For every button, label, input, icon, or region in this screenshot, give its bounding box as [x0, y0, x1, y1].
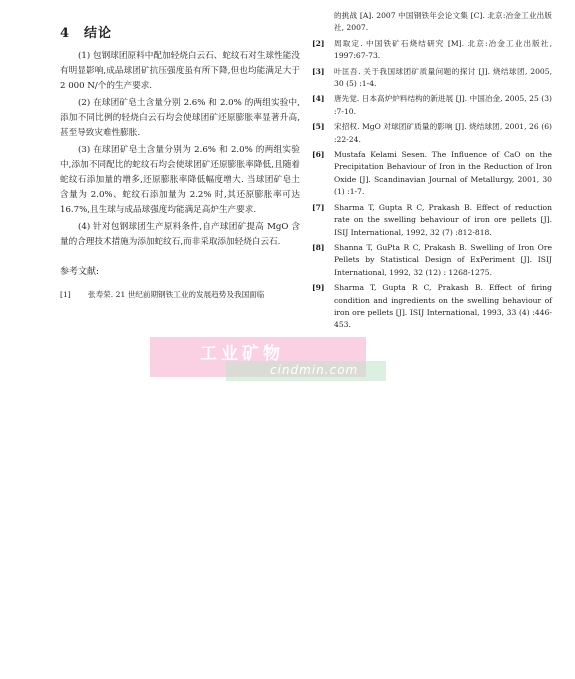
reference-text: Sharma T, Gupta R C, Prakash B. Effect of reduction rate on the swelling behaviour of iron ore pellets [J]. ISIJ International, 1992, 32 (7) :812-818. — [334, 202, 552, 237]
reference-mark: [5] — [312, 122, 325, 132]
reference-mark: [3] — [312, 66, 325, 76]
reference-item-5 — [312, 121, 552, 146]
section-number: 4 — [60, 26, 71, 41]
watermark-title: 工业矿物 — [200, 344, 284, 364]
reference-item-1-continued — [312, 10, 552, 35]
reference-item-4 — [312, 93, 552, 118]
right-column — [312, 10, 552, 335]
reference-text: 唐先觉. 日本高炉炉料结构的新进展 [J]. 中国冶金, 2005, 25 (3) :7-10. — [334, 94, 552, 116]
conclusion-paragraph-2: (2) 在球团矿皂土含量分别 2.6% 和 2.0% 的两组实验中,添加不同比例的轻烧白云石均会使球团矿还原膨胀率显著升高,甚至导致灾难性膨胀. — [60, 98, 300, 138]
reference-item-8 — [312, 242, 552, 279]
reference-text: Shanna T, GuPta R C, Prakash B. Swelling of Iron Ore Pellets by Statistical Design of ExPeriment [J]. ISIJ International, 1992, 32 (12) : 1268-1275. — [334, 242, 552, 277]
reference-item-3 — [312, 66, 552, 91]
conclusion-paragraph-4: (4) 针对包钢球团生产原料条件,自产球团矿提高 MgO 含量的合理技术措施为添加蛇纹石,而非采取添加轻烧白云石. — [60, 222, 300, 247]
reference-text: 周取定. 中国铁矿石烧结研究 [M]. 北京:冶金工业出版社, 1997:67-73. — [334, 38, 552, 61]
reference-mark: [8] — [312, 242, 325, 252]
reference-item-2 — [312, 38, 552, 63]
reference-mark: [4] — [312, 94, 325, 104]
section-title: 结论 — [84, 26, 113, 41]
references-heading: 参考文献: — [60, 267, 100, 277]
watermark-url: cindmin.com — [270, 363, 359, 377]
reference-item-9 — [312, 282, 552, 332]
reference-item-1 — [60, 289, 300, 301]
reference-mark: [6] — [312, 150, 325, 160]
reference-mark: [1] — [60, 290, 71, 299]
reference-text: 宋招权. MgO 对球团矿质量的影响 [J]. 烧结球团, 2001, 26 (6) :22-24. — [334, 122, 552, 144]
reference-mark: [2] — [312, 38, 325, 48]
reference-mark: [9] — [312, 283, 325, 293]
reference-text: Sharma T, Gupta R C, Prakash B. Effect of firing condition and ingredients on the swelling behaviour of iron ore pellets [J]. ISIJ International, 1993, 33 (4) :446-453. — [334, 283, 552, 330]
reference-text: 张寿荣. 21 世纪前期钢铁工业的发展趋势及我国面临 — [88, 290, 265, 299]
conclusion-paragraph-3: (3) 在球团矿皂土含量分别为 2.6% 和 2.0% 的两组实验中,添加不同配比的蛇纹石均会使球团矿还原膨胀率降低,且随着蛇纹石添加量的增多,还原膨胀率降低幅度增大. 当球团矿皂土含量为 2.0%、蛇纹石添加量为 2.2% 时,其还原膨胀率可达 16.7%,且生球与成品球强度均能满足高炉生产要求. — [60, 145, 300, 215]
reference-mark: [7] — [312, 202, 325, 212]
conclusion-paragraph-1: (1) 包钢球团原料中配加轻烧白云石、蛇纹石对生球性能没有明显影响,成品球团矿抗压强度虽有所下降,但也均能满足大于 2 000 N/个的生产要求. — [60, 51, 300, 91]
section-heading — [60, 22, 300, 41]
reference-text: Mustafa Kelami Sesen. The Influence of CaO on the Precipitation Behaviour of Iron in the Reduction of Iron Oxide [J]. Scandinavian Journal of Metallurgy, 2001, 30 (1) :1-7. — [334, 150, 552, 197]
reference-item-6 — [312, 149, 552, 199]
left-column — [60, 16, 300, 301]
reference-text: 的挑战 [A]. 2007 中国钢铁年会论文集 [C]. 北京:冶金工业出版社, 2007. — [334, 11, 552, 33]
reference-text: 叶匡吾. 关于我国球团矿质量问题的探讨 [J]. 烧结球团, 2005, 30 (5) :1-4. — [334, 66, 552, 89]
reference-item-7 — [312, 202, 552, 239]
